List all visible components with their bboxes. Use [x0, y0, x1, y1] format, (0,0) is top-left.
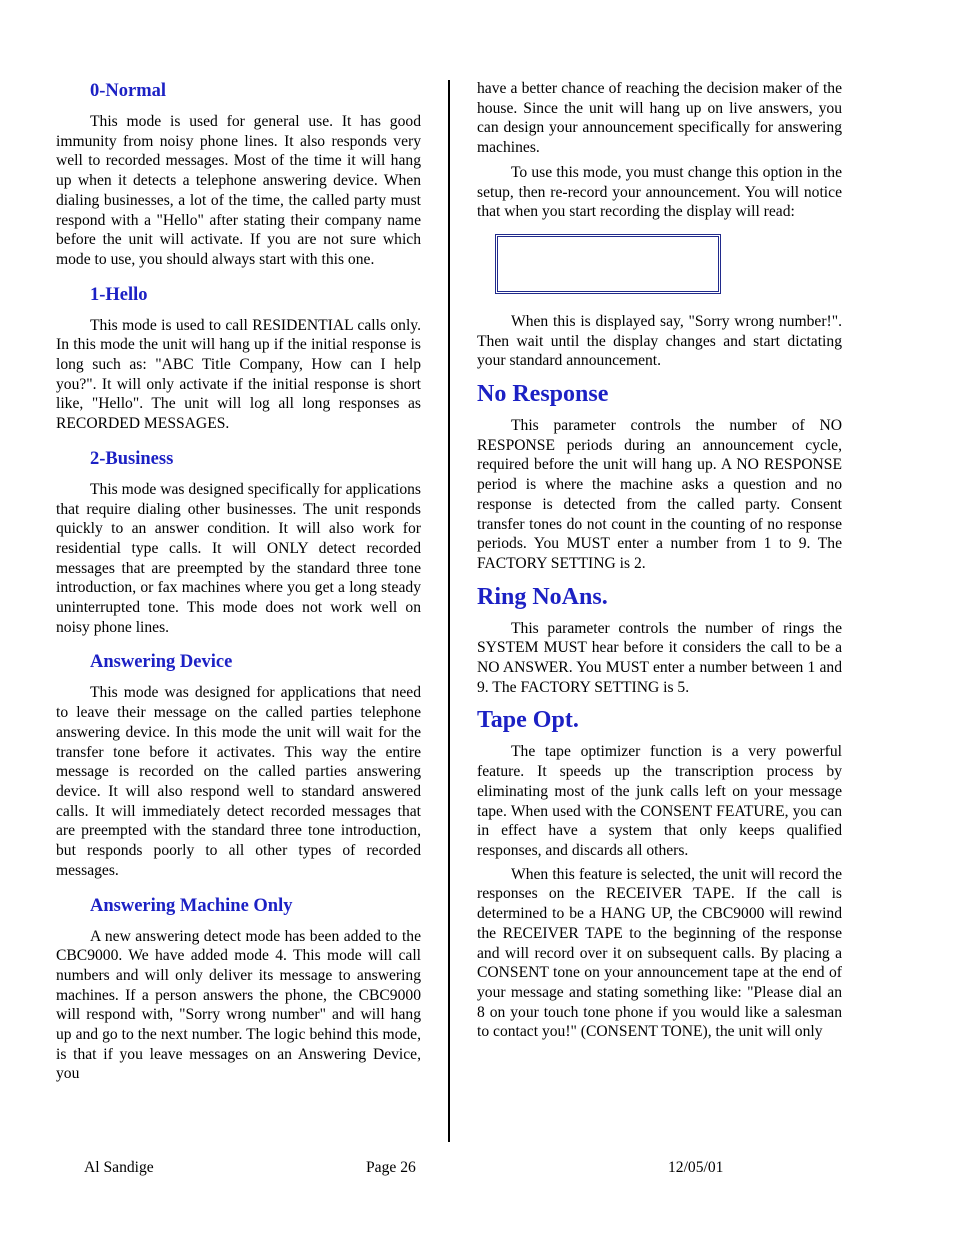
- heading-ring-noans: Ring NoAns.: [477, 583, 608, 610]
- paragraph-answering-device: This mode was designed for applications that need to leave their message on the called parties telephone answering device. In this mode the unit will wait for the transfer tone before it activates. This way the entire message is recorded on the called parties answering device. It will also respond well to standard answered calls. It will immediately detect recorded messages that are preempted with the standard three tone introduction, but responds poorly to all other types of recorded messages.: [56, 684, 421, 879]
- paragraph-normal: This mode is used for general use. It has good immunity from noisy phone lines. It also responds very well to recorded messages. Most of the time it will hang up when it detects a telephone answering device. When dialing businesses, a lot of the time, the called party must respond with a "Hello" after stating their company name before the unit will activate. If you are not sure which mode to use, you should always start with this one.: [56, 113, 421, 268]
- paragraph-use-mode: To use this mode, you must change this option in the setup, then re-record your announcement. You will notice that when you start recording the display will read:: [477, 163, 842, 221]
- heading-hello: 1-Hello: [90, 284, 148, 305]
- paragraph-hello: This mode is used to call RESIDENTIAL calls only. In this mode the unit will hang up if the initial response is long such as: "ABC Title Company, How can I help you?". It will only activate if the initial response is short like, "Hello". The unit will log all long responses as RECORDED MESSAGES.: [56, 316, 421, 433]
- heading-no-response: No Response: [477, 381, 609, 408]
- footer-page-number: Page 26: [366, 1159, 416, 1176]
- right-column: [477, 78, 842, 1042]
- paragraph-answering-machine-only: A new answering detect mode has been added to the CBC9000. We have added mode 4. This mode will call numbers and will only deliver its message to answering machines. If a person answers the phone, the CBC9000 will respond with, "Sorry wrong number" and will hang up and go to the next number. The logic behind this mode, is that if you leave messages on an Answering Device, you: [56, 927, 421, 1083]
- heading-answering-machine-only: Answering Machine Only: [90, 895, 293, 916]
- left-column: [56, 78, 421, 1084]
- heading-tape-opt: Tape Opt.: [477, 707, 579, 734]
- heading-normal: 0-Normal: [90, 81, 167, 101]
- paragraph-business: This mode was designed specifically for applications that require dialing other businesses. The unit responds quickly to an answer condition. It will also work for residential type calls. It will ONLY detect recorded messages that are preempted by the standard three tone introduction, or fax machines where you get a long steady uninterrupted tone. This mode does not work well on noisy phone lines.: [56, 480, 421, 636]
- footer-author: Al Sandige: [84, 1159, 154, 1176]
- paragraph-tape-opt-2: When this feature is selected, the unit will record the responses on the RECEIVER TAPE. If the call is determined to be a HANG UP, the CBC9000 will rewind the RECEIVER TAPE to the beginning of the response and will record over it on subsequent calls. By placing a CONSENT tone on your announcement tape at the end of your message and stating something like: "Please dial an 8 on your touch tone phone if you would like a salesman to contact you!" (CONSENT TONE), the unit will only: [477, 865, 842, 1041]
- heading-answering-device: Answering Device: [90, 652, 233, 673]
- column-divider: [448, 80, 450, 1142]
- paragraph-displayed: When this is displayed say, "Sorry wrong number!". Then wait until the display changes and start dictating your standard announcement.: [477, 312, 842, 370]
- paragraph-ring-noans: This parameter controls the number of rings the SYSTEM MUST hear before it considers the call to be a NO ANSWER. You MUST enter a number between 1 and 9. The FACTORY SETTING is 5.: [477, 619, 842, 696]
- lcd-display-box: [495, 234, 721, 294]
- paragraph-no-response: This parameter controls the number of NO RESPONSE periods during an announcement cycle, required before the unit will hang up. A NO RESPONSE period is where the machine asks a question and no response is detected from the called party. Consent transfer tones do not count in the counting of no response periods. You MUST enter a number from 1 to 9. The FACTORY SETTING is 2.: [477, 417, 842, 572]
- paragraph-tape-opt-1: The tape optimizer function is a very powerful feature. It speeds up the transcription process by eliminating most of the junk calls left on your message tape. When used with the CONSENT FEATURE, you can in effect have a system that only keeps qualified responses, and discards all others.: [477, 743, 842, 859]
- heading-business: 2-Business: [90, 448, 174, 469]
- footer-date: 12/05/01: [668, 1159, 724, 1176]
- paragraph-continued: have a better chance of reaching the decision maker of the house. Since the unit will hang up on live answers, you can design your announcement specifically for answering machines.: [477, 80, 842, 157]
